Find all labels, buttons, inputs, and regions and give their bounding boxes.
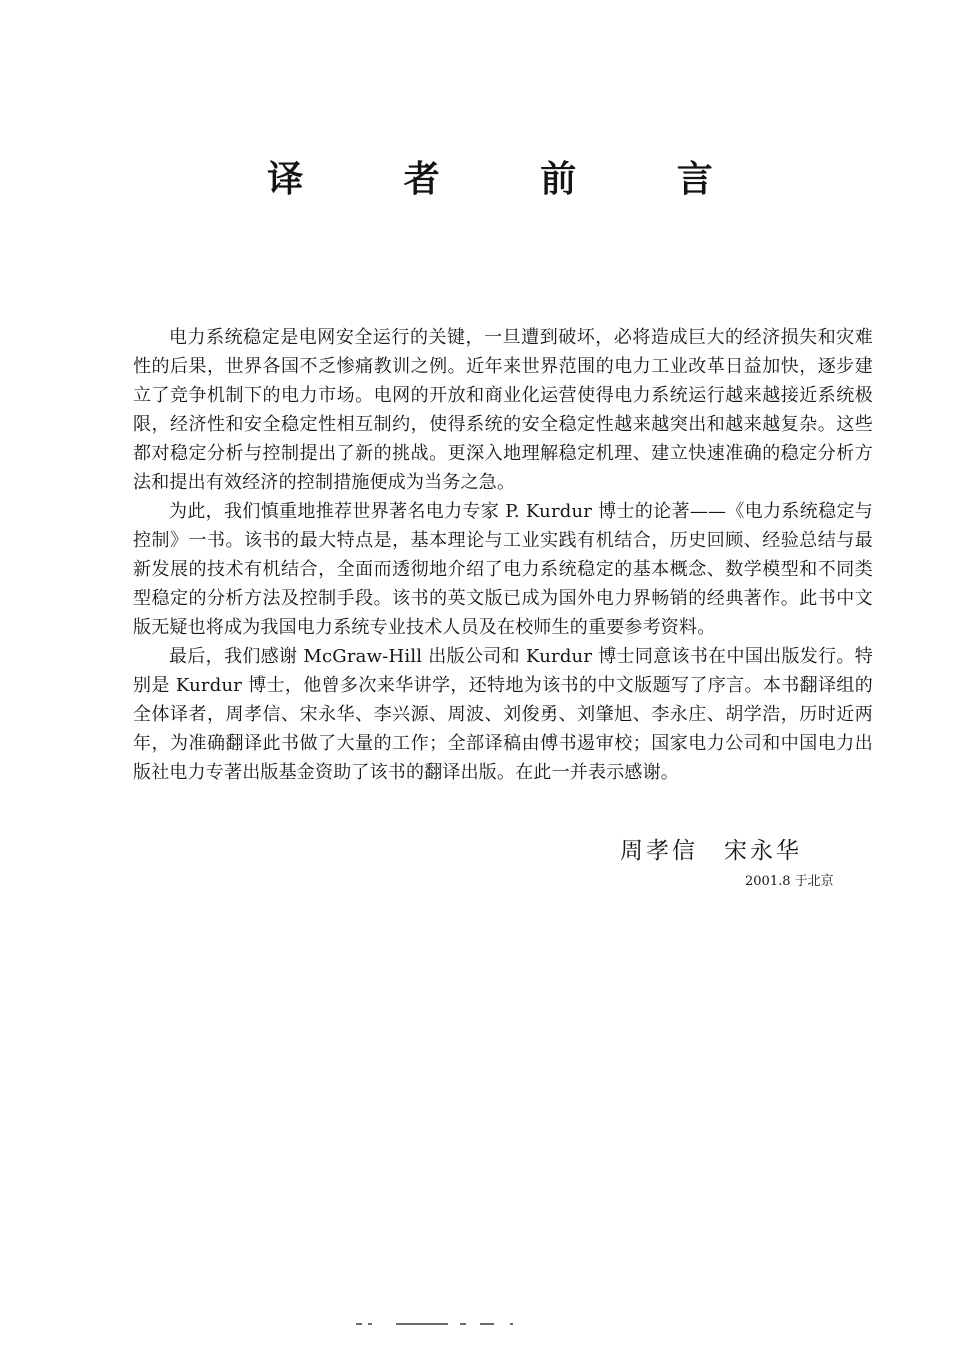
paragraph-2: 为此，我们慎重地推荐世界著名电力专家 P. Kurdur 博士的论著——《电力系统稳定与控制》一书。该书的最大特点是，基本理论与工业实践有机结合，历史回顾、经验总结与最新发展的技术有机结合，全面而透彻地介绍了电力系统稳定的基本概念、数学模型和不同类型稳定的分析方法及控制手段。该书的英文版已成为国外电力界畅销的经典著作。此书中文版无疑也将成为我国电力系统专业技术人员及在校师生的重要参考资料。 xyxy=(133,501,873,638)
date-place: 2001.8 于北京 xyxy=(745,874,834,889)
page-title: 译 者 前 言 xyxy=(267,159,757,200)
scan-artifact-marks xyxy=(356,1318,536,1328)
paragraph-3: 最后，我们感谢 McGraw-Hill 出版公司和 Kurdur 博士同意该书在中国出版发行。特别是 Kurdur 博士，他曾多次来华讲学，还特地为该书的中文版题写了序言。本书翻译组的全体译者，周孝信、宋永华、李兴源、周波、刘俊勇、刘肇旭、李永庄、胡学浩，历时近两年，为准确翻译此书做了大量的工作；全部译稿由傅书逷审校；国家电力公司和中国电力出版社电力专著出版基金资助了该书的翻译出版。在此一并表示感谢。 xyxy=(133,646,873,783)
translator-signature: 周孝信 宋永华 xyxy=(620,838,802,864)
preface-body xyxy=(133,323,873,787)
paragraph-1: 电力系统稳定是电网安全运行的关键，一旦遭到破坏，必将造成巨大的经济损失和灾难性的后果，世界各国不乏惨痛教训之例。近年来世界范围的电力工业改革日益加快，逐步建立了竞争机制下的电力市场。电网的开放和商业化运营使得电力系统运行越来越接近系统极限，经济性和安全稳定性相互制约，使得系统的安全稳定性越来越突出和越来越复杂。这些都对稳定分析与控制提出了新的挑战。更深入地理解稳定机理、建立快速准确的稳定分析方法和提出有效经济的控制措施便成为当务之急。 xyxy=(133,327,873,493)
